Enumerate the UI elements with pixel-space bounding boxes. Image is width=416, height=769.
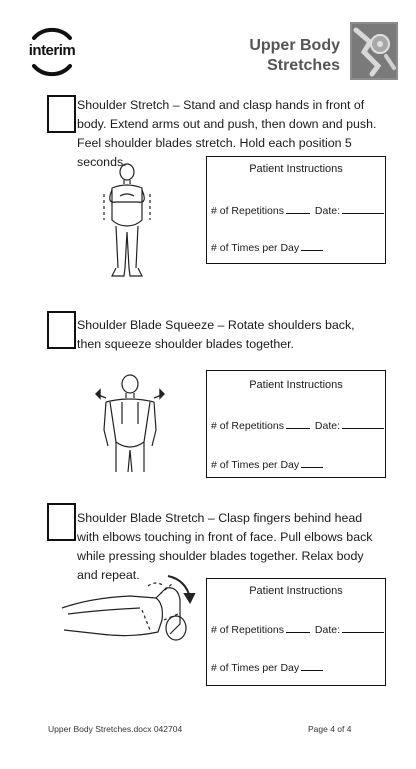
shoulder-stretch-figure [98,160,156,284]
exercise-2-date-blank[interactable] [342,427,384,429]
shoulder-blade-stretch-figure [60,574,196,660]
exercise-3-repetitions-label: # of Repetitions [211,624,284,636]
exercise-3-repetitions-blank[interactable] [286,631,310,633]
exercise-1-checkbox[interactable] [47,95,76,133]
footer-page-number: Page 4 of 4 [308,724,352,734]
stretch-band-graphic [350,22,398,80]
exercise-2-repetitions-row [211,420,386,432]
exercise-2-times-blank[interactable] [301,466,323,468]
exercise-2-date-label: Date: [314,420,340,432]
exercise-1-instructions-title: Patient Instructions [249,163,343,175]
exercise-1-date-label: Date: [314,205,340,217]
exercise-2-description: Shoulder Blade Squeeze – Rotate shoulders back, then squeeze shoulder blades together. [77,318,355,351]
exercise-3-times-row [211,662,325,674]
shoulder-blade-squeeze-figure [92,372,168,476]
exercise-3-date-label: Date: [314,624,340,636]
interim-logo [24,24,80,80]
page-title-line1: Upper Body [249,37,340,54]
exercise-2-times-label: # of Times per Day [211,459,300,471]
exercise-3-checkbox[interactable] [47,503,76,541]
exercise-3-repetitions-row [211,624,386,636]
exercise-1-repetitions-blank[interactable] [286,212,310,214]
exercise-2-instructions-title: Patient Instructions [249,379,343,391]
exercise-3-times-label: # of Times per Day [211,662,300,674]
exercise-1-description: Shoulder Stretch – Stand and clasp hands in front of body. Extend arms out and push, then down and push. Feel shoulder blades stretch. Hold each position 5 seconds. [77,98,377,169]
exercise-3-instructions-title: Patient Instructions [249,585,343,597]
exercise-2-repetitions-label: # of Repetitions [211,420,284,432]
exercise-1-date-blank[interactable] [342,212,384,214]
exercise-2-repetitions-blank[interactable] [286,427,310,429]
exercise-1-repetitions-label: # of Repetitions [211,205,284,217]
exercise-2-instructions-box [206,370,386,478]
exercise-3-times-blank[interactable] [301,669,323,671]
exercise-2-checkbox[interactable] [47,311,76,349]
exercise-1-repetitions-row [211,205,386,217]
page-title [249,36,340,76]
exercise-1-times-label: # of Times per Day [211,242,300,254]
logo-text: interim [28,42,76,59]
exercise-3-instructions-box [206,578,386,686]
exercise-1-times-blank[interactable] [301,249,323,251]
exercise-3-date-blank[interactable] [342,631,384,633]
exercise-1-times-row [211,242,325,254]
page-title-line2: Stretches [267,57,340,74]
exercise-3-description: Shoulder Blade Stretch – Clasp fingers behind head with elbows touching in front of face. Pull elbows back while pressing shoulder blades together. Relax body and repeat. [77,511,373,582]
exercise-2-times-row [211,459,325,471]
footer-filename: Upper Body Stretches.docx 042704 [48,724,183,734]
exercise-1-instructions-box [206,156,386,264]
